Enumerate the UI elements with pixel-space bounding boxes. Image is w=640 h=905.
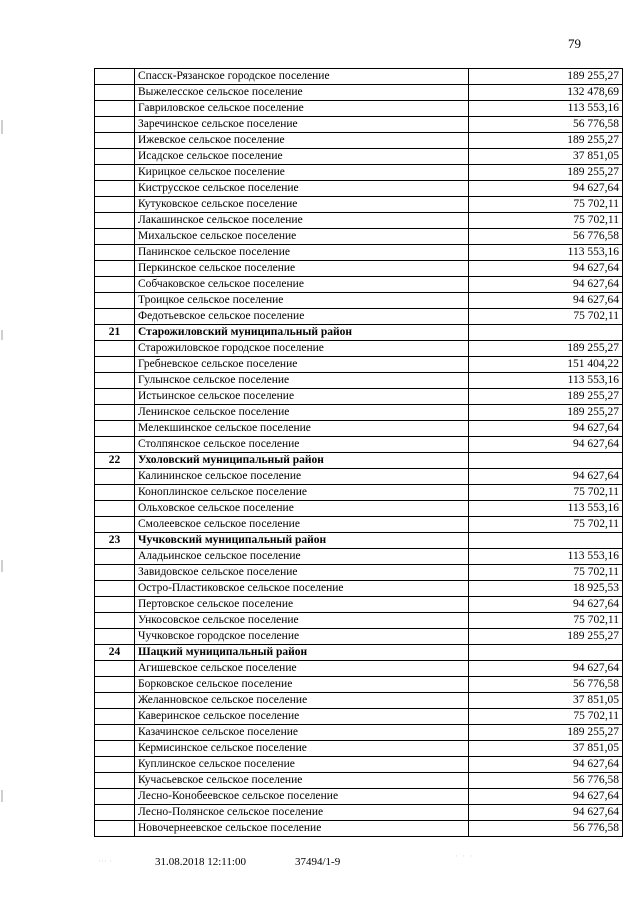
settlement-name: Ижевское сельское поселение bbox=[135, 133, 469, 149]
settlement-name: Пертовское сельское поселение bbox=[135, 597, 469, 613]
amount-value: 56 776,58 bbox=[469, 229, 623, 245]
amount-value: 189 255,27 bbox=[469, 69, 623, 85]
amount-value: 94 627,64 bbox=[469, 277, 623, 293]
table-row bbox=[95, 805, 623, 821]
table-row bbox=[95, 421, 623, 437]
table-row bbox=[95, 565, 623, 581]
row-number bbox=[95, 69, 135, 85]
amount-value: 75 702,11 bbox=[469, 197, 623, 213]
row-number bbox=[95, 805, 135, 821]
settlement-name: Спасск-Рязанское городское поселение bbox=[135, 69, 469, 85]
settlement-name: Панинское сельское поселение bbox=[135, 245, 469, 261]
table-row bbox=[95, 501, 623, 517]
row-number bbox=[95, 341, 135, 357]
table-row bbox=[95, 437, 623, 453]
row-number bbox=[95, 405, 135, 421]
amount-value: 94 627,64 bbox=[469, 293, 623, 309]
table-row bbox=[95, 757, 623, 773]
amount-value: 189 255,27 bbox=[469, 629, 623, 645]
settlement-name: Выжелесское сельское поселение bbox=[135, 85, 469, 101]
amount-value: 189 255,27 bbox=[469, 389, 623, 405]
row-number bbox=[95, 357, 135, 373]
row-number bbox=[95, 709, 135, 725]
table-body bbox=[95, 69, 623, 837]
row-number bbox=[95, 181, 135, 197]
row-number: 23 bbox=[95, 533, 135, 549]
row-number bbox=[95, 293, 135, 309]
table-row bbox=[95, 197, 623, 213]
amount-value: 189 255,27 bbox=[469, 405, 623, 421]
settlement-name: Заречинское сельское поселение bbox=[135, 117, 469, 133]
settlement-name: Коноплинское сельское поселение bbox=[135, 485, 469, 501]
settlement-name: Кутуковское сельское поселение bbox=[135, 197, 469, 213]
scan-edge-mark bbox=[1, 560, 3, 572]
row-number bbox=[95, 437, 135, 453]
settlement-name: Борковское сельское поселение bbox=[135, 677, 469, 693]
settlement-name: Михальское сельское поселение bbox=[135, 229, 469, 245]
settlement-name: Гребневское сельское поселение bbox=[135, 357, 469, 373]
amount-value: 75 702,11 bbox=[469, 485, 623, 501]
amount-value bbox=[469, 533, 623, 549]
row-number bbox=[95, 229, 135, 245]
amount-value: 56 776,58 bbox=[469, 677, 623, 693]
allocation-table bbox=[94, 68, 623, 837]
table-row bbox=[95, 357, 623, 373]
table-row bbox=[95, 277, 623, 293]
settlement-name: Казачинское сельское поселение bbox=[135, 725, 469, 741]
table-row bbox=[95, 773, 623, 789]
table-row bbox=[95, 389, 623, 405]
settlement-name: Мелекшинское сельское поселение bbox=[135, 421, 469, 437]
table-row bbox=[95, 485, 623, 501]
amount-value: 189 255,27 bbox=[469, 341, 623, 357]
settlement-name: Лакашинское сельское поселение bbox=[135, 213, 469, 229]
table-row bbox=[95, 821, 623, 837]
settlement-name: Каверинское сельское поселение bbox=[135, 709, 469, 725]
amount-value: 189 255,27 bbox=[469, 165, 623, 181]
district-row bbox=[95, 325, 623, 341]
amount-value: 94 627,64 bbox=[469, 421, 623, 437]
district-row bbox=[95, 453, 623, 469]
amount-value: 132 478,69 bbox=[469, 85, 623, 101]
amount-value: 18 925,53 bbox=[469, 581, 623, 597]
table-row bbox=[95, 661, 623, 677]
table-row bbox=[95, 677, 623, 693]
table-row bbox=[95, 597, 623, 613]
settlement-name: Лесно-Полянское сельское поселение bbox=[135, 805, 469, 821]
row-number bbox=[95, 261, 135, 277]
amount-value: 37 851,05 bbox=[469, 741, 623, 757]
row-number bbox=[95, 725, 135, 741]
amount-value: 113 553,16 bbox=[469, 373, 623, 389]
settlement-name: Завидовское сельское поселение bbox=[135, 565, 469, 581]
table-row bbox=[95, 581, 623, 597]
amount-value: 94 627,64 bbox=[469, 661, 623, 677]
settlement-name: Гулынское сельское поселение bbox=[135, 373, 469, 389]
amount-value bbox=[469, 325, 623, 341]
settlement-name: Старожиловское городское поселение bbox=[135, 341, 469, 357]
settlement-name: Остро-Пластиковское сельское поселение bbox=[135, 581, 469, 597]
footer-doc-id: 37494/1-9 bbox=[295, 856, 341, 868]
table-row bbox=[95, 245, 623, 261]
district-name: Ухоловский муниципальный район bbox=[135, 453, 469, 469]
settlement-name: Куплинское сельское поселение bbox=[135, 757, 469, 773]
amount-value: 75 702,11 bbox=[469, 213, 623, 229]
row-number bbox=[95, 581, 135, 597]
settlement-name: Кермисинское сельское поселение bbox=[135, 741, 469, 757]
row-number bbox=[95, 677, 135, 693]
settlement-name: Ольховское сельское поселение bbox=[135, 501, 469, 517]
table-row bbox=[95, 293, 623, 309]
row-number bbox=[95, 773, 135, 789]
settlement-name: Исадское сельское поселение bbox=[135, 149, 469, 165]
table-row bbox=[95, 101, 623, 117]
row-number bbox=[95, 373, 135, 389]
row-number bbox=[95, 485, 135, 501]
amount-value: 94 627,64 bbox=[469, 469, 623, 485]
table-row bbox=[95, 613, 623, 629]
district-row bbox=[95, 645, 623, 661]
row-number bbox=[95, 85, 135, 101]
table-row bbox=[95, 165, 623, 181]
amount-value: 94 627,64 bbox=[469, 757, 623, 773]
row-number bbox=[95, 421, 135, 437]
amount-value: 75 702,11 bbox=[469, 565, 623, 581]
amount-value: 94 627,64 bbox=[469, 597, 623, 613]
settlement-name: Кирицкое сельское поселение bbox=[135, 165, 469, 181]
amount-value: 94 627,64 bbox=[469, 181, 623, 197]
scan-edge-mark bbox=[1, 790, 3, 802]
table-row bbox=[95, 549, 623, 565]
table-row bbox=[95, 517, 623, 533]
amount-value: 56 776,58 bbox=[469, 117, 623, 133]
row-number bbox=[95, 613, 135, 629]
row-number bbox=[95, 661, 135, 677]
table-row bbox=[95, 85, 623, 101]
row-number bbox=[95, 245, 135, 261]
table-row bbox=[95, 373, 623, 389]
table-row bbox=[95, 629, 623, 645]
amount-value: 94 627,64 bbox=[469, 789, 623, 805]
settlement-name: Перкинское сельское поселение bbox=[135, 261, 469, 277]
settlement-name: Новочернеевское сельское поселение bbox=[135, 821, 469, 837]
faint-stamp-left: ··· · bbox=[98, 856, 113, 866]
table-row bbox=[95, 405, 623, 421]
row-number bbox=[95, 757, 135, 773]
row-number bbox=[95, 501, 135, 517]
amount-value: 94 627,64 bbox=[469, 261, 623, 277]
settlement-name: Чучковское городское поселение bbox=[135, 629, 469, 645]
table-row bbox=[95, 469, 623, 485]
settlement-name: Гавриловское сельское поселение bbox=[135, 101, 469, 117]
settlement-name: Ункосовское сельское поселение bbox=[135, 613, 469, 629]
table-row bbox=[95, 341, 623, 357]
settlement-name: Смолеевское сельское поселение bbox=[135, 517, 469, 533]
settlement-name: Истьинское сельское поселение bbox=[135, 389, 469, 405]
settlement-name: Агишевское сельское поселение bbox=[135, 661, 469, 677]
amount-value: 37 851,05 bbox=[469, 149, 623, 165]
row-number bbox=[95, 789, 135, 805]
faint-stamp-right: · · · bbox=[455, 851, 474, 861]
table-row bbox=[95, 693, 623, 709]
amount-value: 113 553,16 bbox=[469, 245, 623, 261]
amount-value: 113 553,16 bbox=[469, 549, 623, 565]
amount-value: 94 627,64 bbox=[469, 437, 623, 453]
amount-value: 75 702,11 bbox=[469, 309, 623, 325]
amount-value: 151 404,22 bbox=[469, 357, 623, 373]
row-number bbox=[95, 277, 135, 293]
scan-edge-mark bbox=[1, 330, 3, 340]
row-number bbox=[95, 821, 135, 837]
footer-datetime: 31.08.2018 12:11:00 bbox=[155, 856, 246, 868]
row-number bbox=[95, 101, 135, 117]
row-number bbox=[95, 389, 135, 405]
row-number bbox=[95, 165, 135, 181]
row-number bbox=[95, 149, 135, 165]
row-number bbox=[95, 517, 135, 533]
settlement-name: Киструсское сельское поселение bbox=[135, 181, 469, 197]
table-row bbox=[95, 789, 623, 805]
row-number bbox=[95, 693, 135, 709]
table-row bbox=[95, 69, 623, 85]
amount-value: 94 627,64 bbox=[469, 805, 623, 821]
table-row bbox=[95, 261, 623, 277]
amount-value: 113 553,16 bbox=[469, 101, 623, 117]
settlement-name: Лесно-Конобеевское сельское поселение bbox=[135, 789, 469, 805]
amount-value bbox=[469, 645, 623, 661]
page-number: 79 bbox=[568, 36, 581, 51]
settlement-name: Кучасьевское сельское поселение bbox=[135, 773, 469, 789]
table-row bbox=[95, 709, 623, 725]
settlement-name: Троицкое сельское поселение bbox=[135, 293, 469, 309]
row-number: 21 bbox=[95, 325, 135, 341]
settlement-name: Собчаковское сельское поселение bbox=[135, 277, 469, 293]
amount-value: 189 255,27 bbox=[469, 725, 623, 741]
row-number bbox=[95, 629, 135, 645]
row-number bbox=[95, 197, 135, 213]
settlement-name: Аладьинское сельское поселение bbox=[135, 549, 469, 565]
table-row bbox=[95, 181, 623, 197]
row-number bbox=[95, 133, 135, 149]
row-number bbox=[95, 309, 135, 325]
table-row bbox=[95, 133, 623, 149]
settlement-name: Федотьевское сельское поселение bbox=[135, 309, 469, 325]
amount-value: 56 776,58 bbox=[469, 773, 623, 789]
settlement-name: Желанновское сельское поселение bbox=[135, 693, 469, 709]
table-row bbox=[95, 229, 623, 245]
amount-value: 75 702,11 bbox=[469, 709, 623, 725]
table-row bbox=[95, 149, 623, 165]
scan-edge-mark bbox=[1, 120, 3, 134]
table-row bbox=[95, 309, 623, 325]
row-number bbox=[95, 469, 135, 485]
row-number bbox=[95, 549, 135, 565]
table-row bbox=[95, 213, 623, 229]
district-name: Шацкий муниципальный район bbox=[135, 645, 469, 661]
settlement-name: Калининское сельское поселение bbox=[135, 469, 469, 485]
district-name: Чучковский муниципальный район bbox=[135, 533, 469, 549]
amount-value bbox=[469, 453, 623, 469]
row-number bbox=[95, 741, 135, 757]
table-row bbox=[95, 117, 623, 133]
district-row bbox=[95, 533, 623, 549]
amount-value: 75 702,11 bbox=[469, 613, 623, 629]
row-number bbox=[95, 213, 135, 229]
row-number: 24 bbox=[95, 645, 135, 661]
table-row bbox=[95, 725, 623, 741]
row-number bbox=[95, 597, 135, 613]
row-number bbox=[95, 117, 135, 133]
settlement-name: Ленинское сельское поселение bbox=[135, 405, 469, 421]
row-number: 22 bbox=[95, 453, 135, 469]
amount-value: 189 255,27 bbox=[469, 133, 623, 149]
settlement-name: Столпянское сельское поселение bbox=[135, 437, 469, 453]
row-number bbox=[95, 565, 135, 581]
amount-value: 113 553,16 bbox=[469, 501, 623, 517]
table-row bbox=[95, 741, 623, 757]
amount-value: 56 776,58 bbox=[469, 821, 623, 837]
district-name: Старожиловский муниципальный район bbox=[135, 325, 469, 341]
amount-value: 75 702,11 bbox=[469, 517, 623, 533]
amount-value: 37 851,05 bbox=[469, 693, 623, 709]
